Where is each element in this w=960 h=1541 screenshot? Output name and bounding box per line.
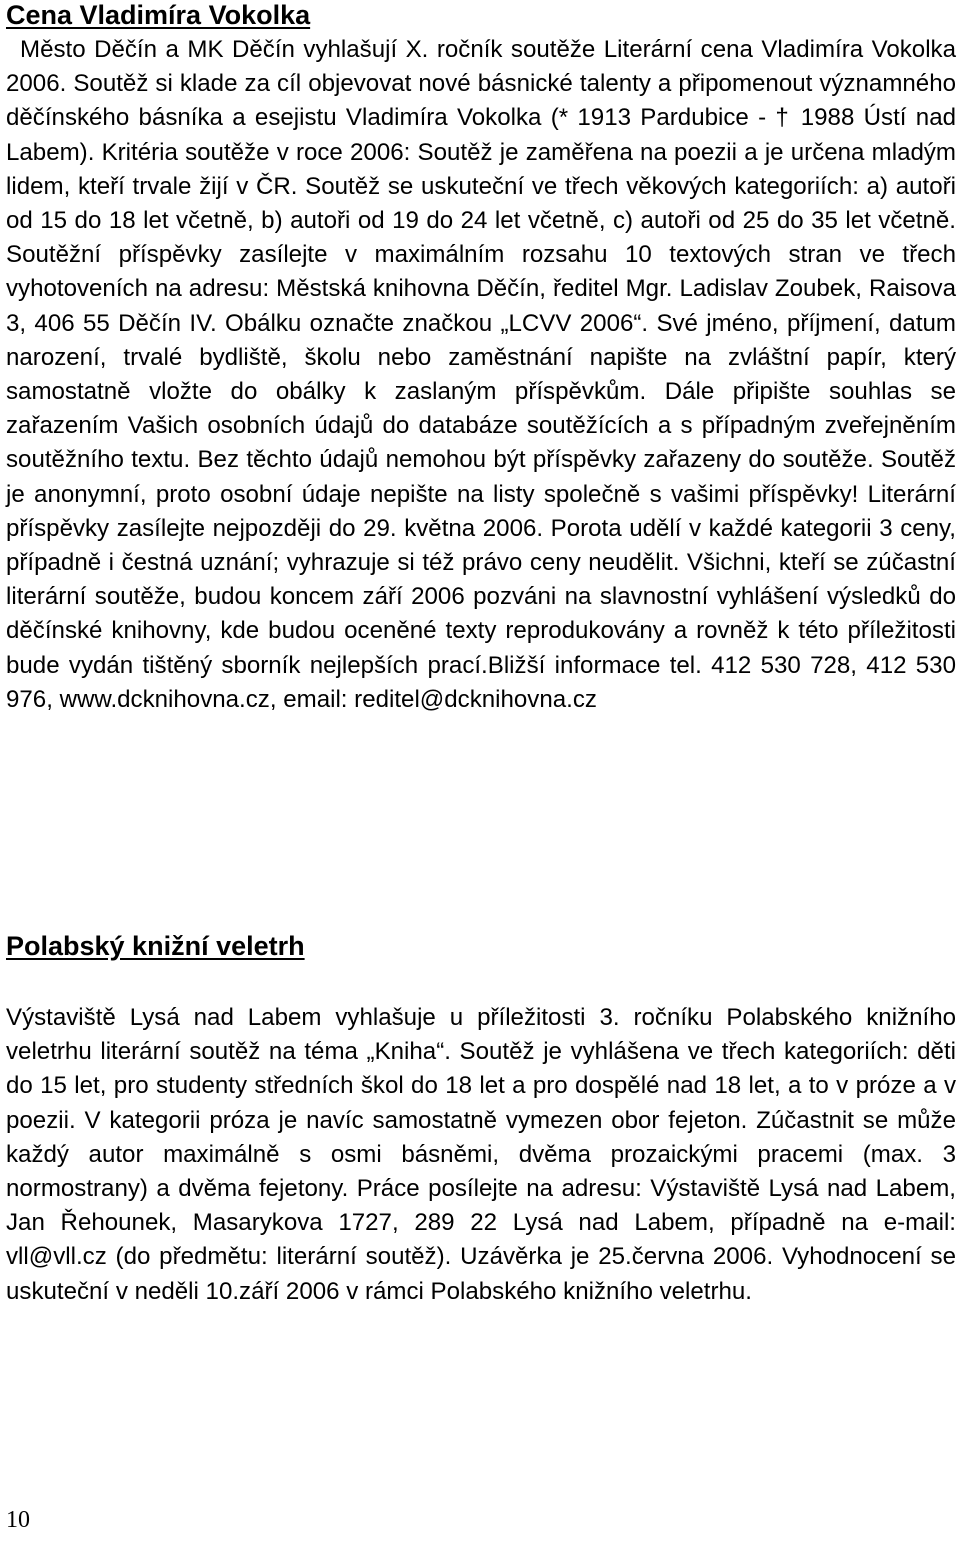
section-title-polabsky-book-fair: Polabský knižní veletrh [6, 931, 305, 961]
section-title-vokolka-prize: Cena Vladimíra Vokolka [6, 0, 311, 30]
page-number: 10 [6, 1507, 30, 1533]
section-body-vokolka-prize: Město Děčín a MK Děčín vyhlašují X. ročník soutěže Literární cena Vladimíra Vokolka 2006. Soutěž si klade za cíl objevovat nové básnické talenty a připomenout významného děčínského básníka a esejistu Vladimíra Vokolka (* 1913 Pardubice - † 1988 Ústí nad Labem). Kritéria soutěže v roce 2006: Soutěž je zaměřena na poezii a je určena mladým lidem, kteří trvale žijí v ČR. Soutěž se uskuteční ve třech věkových kategoriích: a) autoři od 15 do 18 let včetně, b) autoři od 19 do 24 let včetně, c) autoři od 25 do 35 let včetně. Soutěžní příspěvky zasílejte v maximálním rozsahu 10 textových stran ve třech vyhotoveních na adresu: Městská knihovna Děčín, ředitel Mgr. Ladislav Zoubek, Raisova 3, 406 55 Děčín IV. Obálku označte značkou „LCVV 2006“. Své jméno, příjmení, datum narození, trvalé bydliště, školu nebo zaměstnání napište na zvláštní papír, který samostatně vložte do obálky k zaslaným příspěvkům. Dále připište souhlas se zařazením Vašich osobních údajů do databáze soutěžících a s případným zveřejněním soutěžního textu. Bez těchto údajů nemohou být příspěvky zařazeny do soutěže. Soutěž je anonymní, proto osobní údaje nepište na listy společně s vašimi příspěvky! Literární příspěvky zasílejte nejpozději do 29. května 2006. Porota udělí v každé kategorii 3 ceny, případně i čestná uznání; vyhrazuje si též právo ceny neudělit. Všichni, kteří se zúčastní literární soutěže, budou koncem září 2006 pozváni na slavnostní vyhlášení výsledků do děčínské knihovny, kde budou oceněné texty reprodukovány a rovněž k této příležitosti bude vydán tištěný sborník nejlepších prací.Bližší informace tel. 412 530 728, 412 530 976, www.dcknihovna.cz, email: reditel@dcknihovna.cz [6, 36, 956, 713]
section-body-polabsky-book-fair: Výstaviště Lysá nad Labem vyhlašuje u příležitosti 3. ročníku Polabského knižního veletrhu literární soutěž na téma „Kniha“. Soutěž je vyhlášena ve třech kategoriích: děti do 15 let, pro studenty středních škol do 18 let a pro dospělé nad 18 let, a to v próze a v poezii. V kategorii próza je navíc samostatně vymezen obor fejeton. Zúčastnit se může každý autor maximálně s osmi básněmi, dvěma prozaickými pracemi (max. 3 normostrany) a dvěma fejetony. Práce posílejte na adresu: Výstaviště Lysá nad Labem, Jan Řehounek, Masarykova 1727, 289 22 Lysá nad Labem, případně na e-mail: vll@vll.cz (do předmětu: literární soutěž). Uzávěrka je 25.června 2006. Vyhodnocení se uskuteční v neděli 10.září 2006 v rámci Polabského knižního veletrhu. [6, 1004, 956, 1305]
